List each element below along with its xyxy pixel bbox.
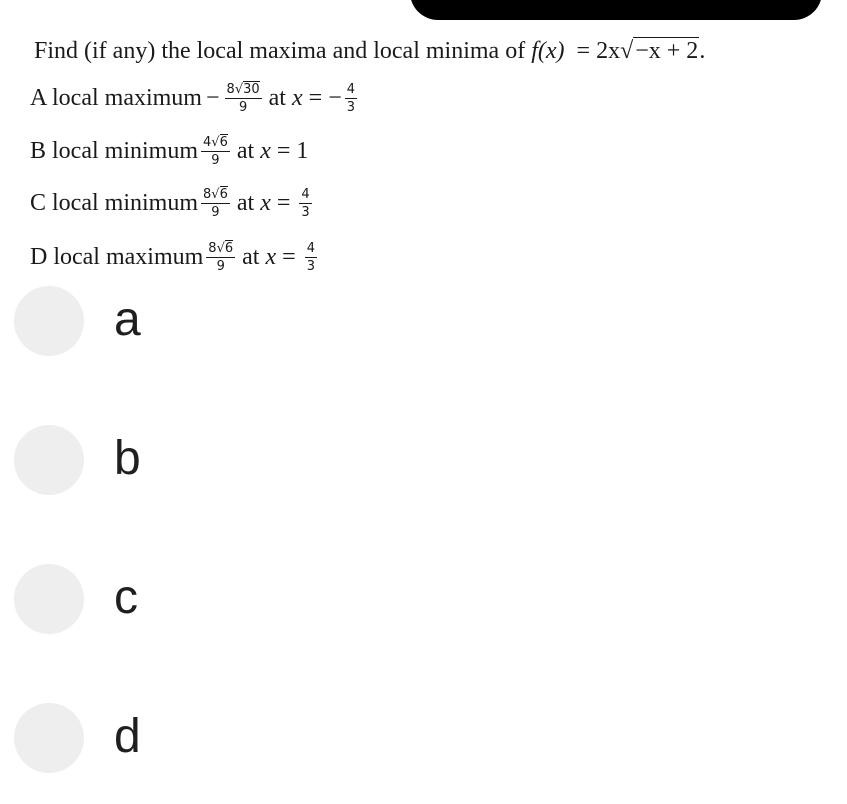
choice-d-label[interactable]: d	[114, 710, 141, 763]
option-b-var: x	[260, 137, 271, 164]
radio-button-d[interactable]	[14, 703, 84, 773]
option-c-numerator: 8√6	[203, 186, 228, 202]
choice-b-label[interactable]: b	[114, 432, 141, 485]
option-b-value-fraction	[201, 135, 230, 168]
question-lead: Find (if any) the local maxima and local minima of	[34, 38, 526, 64]
option-b-num-coef: 4	[203, 134, 212, 150]
option-d-denominator: 9	[216, 258, 225, 274]
option-b	[30, 127, 308, 175]
option-d	[30, 233, 320, 281]
option-c-num-coef: 8	[203, 186, 212, 202]
option-d-num-radicand: 6	[224, 240, 234, 256]
choice-b[interactable]	[14, 425, 141, 495]
option-c-at: at	[236, 189, 255, 216]
option-d-numerator: 8√6	[208, 240, 234, 256]
option-d-num-coef: 8	[208, 240, 217, 256]
option-a-x-den: 3	[346, 99, 356, 115]
option-c-x-den: 3	[301, 204, 310, 220]
option-a-x-num: 4	[346, 81, 356, 97]
radio-button-c[interactable]	[14, 564, 84, 634]
option-c-label: C local minimum	[30, 189, 198, 216]
function-radicand: −x + 2	[635, 38, 699, 64]
radio-button-a[interactable]	[14, 286, 84, 356]
option-b-eq: =	[276, 137, 291, 164]
option-c-value-fraction	[201, 187, 230, 220]
option-b-label: B local minimum	[30, 137, 198, 164]
option-a-value-fraction	[225, 82, 262, 115]
option-c	[30, 179, 315, 227]
option-a-sign: −	[205, 84, 220, 111]
option-a-label: A local maximum	[30, 84, 202, 111]
function-coef: 2x	[596, 38, 621, 64]
option-b-x-value: 1	[296, 137, 309, 164]
option-a-denominator: 9	[238, 99, 248, 115]
question-text	[34, 36, 705, 66]
option-b-num-radicand: 6	[219, 134, 228, 150]
option-c-var: x	[260, 189, 271, 216]
option-a	[30, 74, 360, 122]
option-b-at: at	[236, 137, 255, 164]
option-c-num-radicand: 6	[219, 186, 228, 202]
option-a-var: x	[291, 84, 303, 111]
question-function	[531, 38, 705, 64]
option-a-x-sign: −	[328, 84, 342, 111]
sqrt-symbol: √	[620, 38, 634, 64]
question-end: .	[699, 38, 706, 64]
option-a-x-fraction	[345, 82, 357, 115]
option-d-at: at	[242, 243, 260, 270]
radio-button-b[interactable]	[14, 425, 84, 495]
option-c-eq: =	[276, 189, 291, 216]
option-c-denominator: 9	[211, 204, 220, 220]
option-b-numerator: 4√6	[203, 134, 228, 150]
function-lhs: f(x)	[531, 38, 565, 64]
option-a-at: at	[268, 84, 286, 111]
option-a-numerator: 8√30	[226, 81, 260, 97]
option-d-var: x	[265, 243, 277, 270]
choice-c-label[interactable]: c	[114, 571, 138, 624]
choice-c[interactable]	[14, 564, 138, 634]
option-d-eq: =	[282, 243, 296, 270]
choice-d[interactable]	[14, 703, 141, 773]
option-d-label: D local maximum	[30, 243, 204, 270]
top-overlay-bar	[410, 0, 822, 20]
choice-a[interactable]	[14, 286, 141, 356]
option-b-denominator: 9	[211, 152, 220, 168]
option-a-eq: =	[308, 84, 323, 111]
option-d-x-fraction	[305, 241, 317, 274]
option-d-x-den: 3	[306, 258, 315, 274]
option-d-value-fraction	[206, 241, 235, 274]
option-c-x-fraction	[299, 187, 311, 220]
choice-a-label[interactable]: a	[114, 293, 141, 346]
option-a-num-radicand: 30	[243, 81, 260, 97]
function-equals: =	[576, 38, 591, 64]
option-a-num-coef: 8	[226, 81, 235, 97]
option-d-x-num: 4	[306, 240, 315, 256]
option-c-x-num: 4	[301, 186, 310, 202]
